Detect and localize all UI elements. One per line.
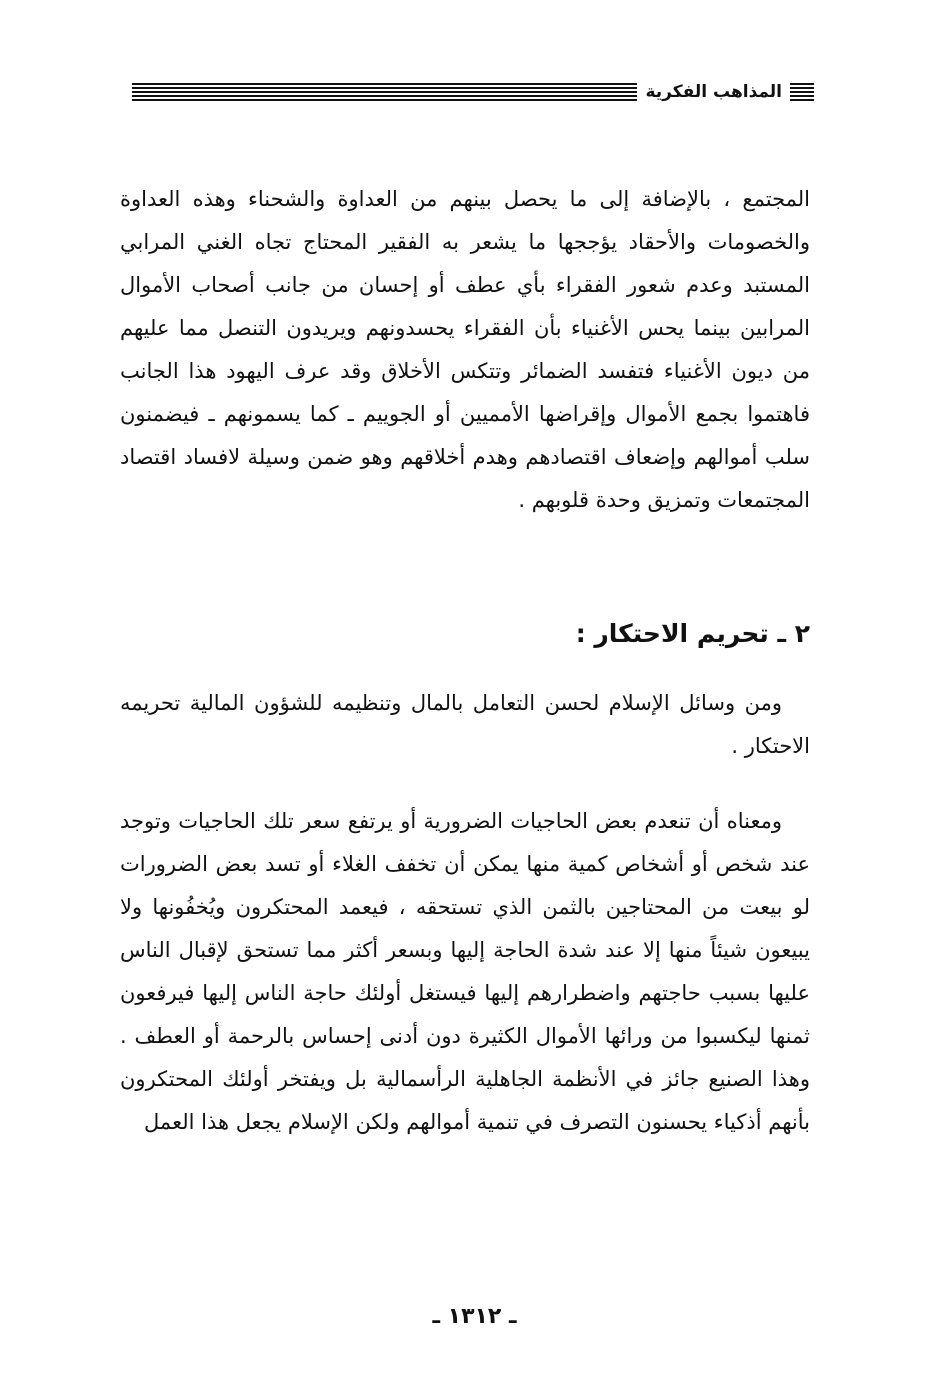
paragraph-3-text: ومعناه أن تنعدم بعض الحاجيات الضرورية أو يرتفع سعر تلك الحاجيات وتوجد عند شخص أو أشخاص كمية منها يمكن أن تخفف الغلاء أو تسد بعض الضرورات لو بيعت من المحتاجين بالثمن الذي تستحقه ، فيعمد المحتكرون ويُخفُونها ولا يبيعون شيئاً منها إلا عند شدة الحاجة إليها وبسعر أكثر مما تستحق لإقبال الناس عليها بسبب حاجتهم واضطرارهم إليها فيستغل أولئك حاجة الناس إليها فيرفعون ثمنها ليكسبوا من ورائها الأموال الكثيرة دون أدنى إحساس بالرحمة أو العطف . وهذا الصنيع جائز في الأنظمة الجاهلية الرأسمالية بل ويفتخر أولئك المحتكرون بأنهم أذكياء يحسنون التصرف في تنمية أموالهم ولكن الإسلام يجعل هذا العمل bbox=[120, 809, 810, 1134]
paragraph-1-text: المجتمع ، بالإضافة إلى ما يحصل بينهم من العداوة والشحناء وهذه العداوة والخصومات والأحقاد يؤججها ما يشعر به الفقير المحتاج تجاه الغني المرابي المستبد وعدم شعور الفقراء بأي عطف أو إحسان من جانب أصحاب الأموال المرابين بينما يحس الأغنياء بأن الفقراء يحسدونهم ويريدون التنصل مما عليهم من ديون الأغنياء فتفسد الضمائر وتتكس الأخلاق وقد عرف اليهود هذا الجانب فاهتموا بجمع الأموال وإقراضها الأمميين أو الجوييم ـ كما يسمونهم ـ فيضمنون سلب أموالهم وإضعاف اقتصادهم وهدم أخلاقهم وهو ضمن وسيلة لافساد اقتصاد المجتمعات وتمزيق وحدة قلوبهم . bbox=[120, 187, 810, 512]
paragraph-3 bbox=[120, 800, 810, 1144]
section-heading: ٢ ـ تحريم الاحتكار : bbox=[575, 619, 810, 648]
page-number: ـ ١٣١٢ ـ bbox=[432, 1304, 517, 1329]
paragraph-1 bbox=[120, 178, 810, 522]
paragraph-2-text: ومن وسائل الإسلام لحسن التعامل بالمال وتنظيمه للشؤون المالية تحريمه الاحتكار . bbox=[120, 691, 810, 758]
header-rule-lines bbox=[132, 83, 637, 101]
running-header bbox=[132, 78, 814, 106]
paragraph-2 bbox=[120, 682, 810, 768]
header-title: المذاهب الفكرية bbox=[645, 82, 782, 102]
header-marker-lines bbox=[790, 83, 814, 101]
